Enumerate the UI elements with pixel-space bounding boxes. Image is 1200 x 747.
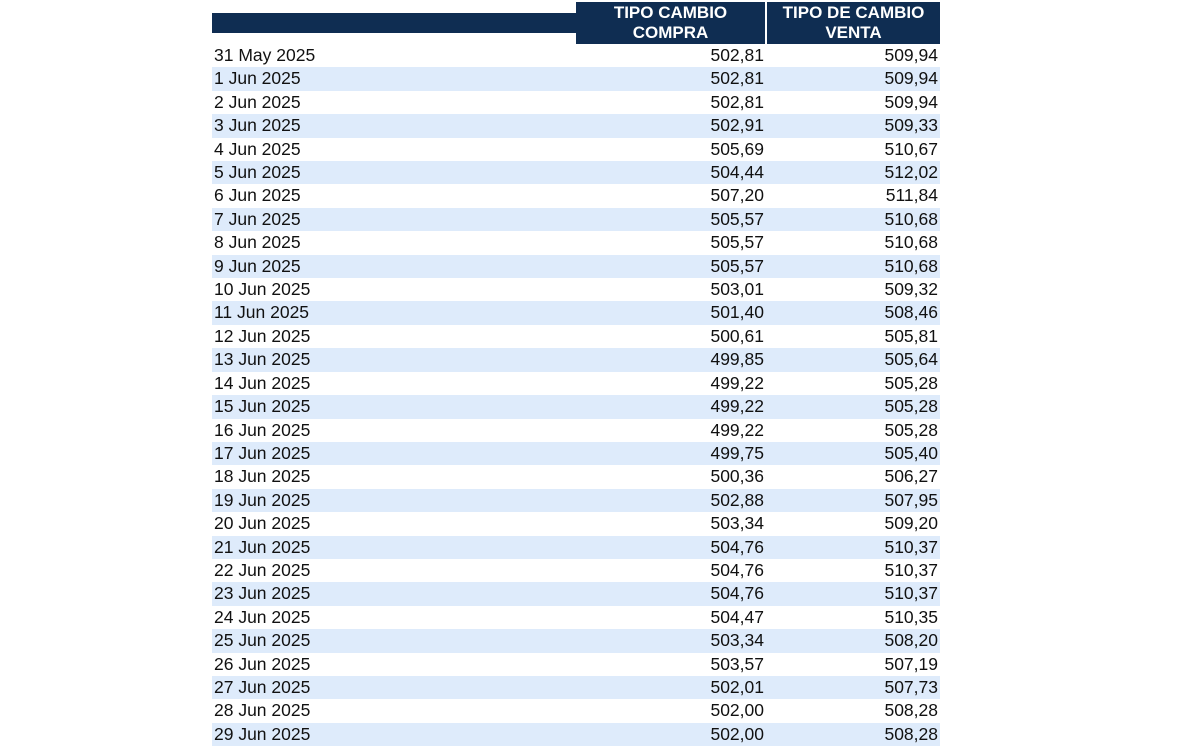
venta-cell: 507,73 xyxy=(766,676,940,699)
compra-cell: 503,57 xyxy=(576,653,766,676)
compra-header-line-2: COMPRA xyxy=(632,23,709,42)
compra-cell: 499,22 xyxy=(576,395,766,418)
compra-cell: 503,01 xyxy=(576,278,766,301)
date-cell: 8 Jun 2025 xyxy=(212,231,576,254)
date-cell: 13 Jun 2025 xyxy=(212,348,576,371)
compra-cell: 502,91 xyxy=(576,114,766,137)
table-row xyxy=(212,325,940,348)
date-cell: 17 Jun 2025 xyxy=(212,442,576,465)
date-cell: 15 Jun 2025 xyxy=(212,395,576,418)
compra-cell: 502,00 xyxy=(576,699,766,722)
date-cell: 21 Jun 2025 xyxy=(212,536,576,559)
date-cell: 27 Jun 2025 xyxy=(212,676,576,699)
table-row xyxy=(212,301,940,324)
venta-cell: 505,28 xyxy=(766,419,940,442)
table-row xyxy=(212,723,940,746)
venta-cell: 505,28 xyxy=(766,395,940,418)
date-cell: 5 Jun 2025 xyxy=(212,161,576,184)
venta-cell: 509,32 xyxy=(766,278,940,301)
date-column-header xyxy=(212,2,576,44)
compra-cell: 505,69 xyxy=(576,138,766,161)
header-bar xyxy=(212,13,576,33)
venta-cell: 512,02 xyxy=(766,161,940,184)
date-cell: 11 Jun 2025 xyxy=(212,301,576,324)
venta-cell: 505,64 xyxy=(766,348,940,371)
venta-cell: 510,37 xyxy=(766,559,940,582)
table-row xyxy=(212,395,940,418)
date-cell: 4 Jun 2025 xyxy=(212,138,576,161)
table-row xyxy=(212,231,940,254)
venta-cell: 509,33 xyxy=(766,114,940,137)
venta-cell: 505,40 xyxy=(766,442,940,465)
table-row xyxy=(212,114,940,137)
compra-cell: 502,00 xyxy=(576,723,766,746)
venta-cell: 505,28 xyxy=(766,372,940,395)
date-cell: 20 Jun 2025 xyxy=(212,512,576,535)
compra-cell: 507,20 xyxy=(576,184,766,207)
compra-cell: 504,76 xyxy=(576,536,766,559)
venta-cell: 510,67 xyxy=(766,138,940,161)
date-cell: 12 Jun 2025 xyxy=(212,325,576,348)
venta-cell: 508,28 xyxy=(766,699,940,722)
compra-cell: 504,44 xyxy=(576,161,766,184)
compra-cell: 504,47 xyxy=(576,606,766,629)
compra-cell: 502,81 xyxy=(576,67,766,90)
date-cell: 18 Jun 2025 xyxy=(212,465,576,488)
table-row xyxy=(212,44,940,67)
compra-cell: 500,36 xyxy=(576,465,766,488)
venta-header-line-1: TIPO DE CAMBIO xyxy=(782,3,925,22)
compra-cell: 503,34 xyxy=(576,512,766,535)
table-row xyxy=(212,442,940,465)
date-cell: 9 Jun 2025 xyxy=(212,255,576,278)
venta-cell: 508,46 xyxy=(766,301,940,324)
compra-cell: 504,76 xyxy=(576,559,766,582)
venta-cell: 509,20 xyxy=(766,512,940,535)
venta-cell: 510,68 xyxy=(766,208,940,231)
header-row xyxy=(212,2,940,44)
compra-cell: 499,85 xyxy=(576,348,766,371)
venta-cell: 509,94 xyxy=(766,44,940,67)
table-row xyxy=(212,348,940,371)
compra-cell: 499,22 xyxy=(576,372,766,395)
compra-cell: 502,81 xyxy=(576,91,766,114)
table-body xyxy=(212,44,940,746)
compra-header-line-1: TIPO CAMBIO xyxy=(613,3,728,22)
date-cell: 14 Jun 2025 xyxy=(212,372,576,395)
compra-cell: 502,81 xyxy=(576,44,766,67)
date-cell: 7 Jun 2025 xyxy=(212,208,576,231)
table-row xyxy=(212,465,940,488)
venta-cell: 507,19 xyxy=(766,653,940,676)
table-row xyxy=(212,184,940,207)
compra-cell: 499,75 xyxy=(576,442,766,465)
date-cell: 24 Jun 2025 xyxy=(212,606,576,629)
exchange-rate-table xyxy=(212,2,940,746)
table-row xyxy=(212,582,940,605)
venta-cell: 510,68 xyxy=(766,231,940,254)
date-cell: 22 Jun 2025 xyxy=(212,559,576,582)
venta-cell: 511,84 xyxy=(766,184,940,207)
date-cell: 1 Jun 2025 xyxy=(212,67,576,90)
date-cell: 16 Jun 2025 xyxy=(212,419,576,442)
compra-cell: 499,22 xyxy=(576,419,766,442)
table-row xyxy=(212,138,940,161)
table-row xyxy=(212,489,940,512)
table-row xyxy=(212,67,940,90)
date-cell: 25 Jun 2025 xyxy=(212,629,576,652)
compra-cell: 502,88 xyxy=(576,489,766,512)
date-cell: 26 Jun 2025 xyxy=(212,653,576,676)
venta-cell: 509,94 xyxy=(766,91,940,114)
table-row xyxy=(212,536,940,559)
exchange-rate-table-container xyxy=(212,2,940,746)
venta-cell: 505,81 xyxy=(766,325,940,348)
table-row xyxy=(212,255,940,278)
table-row xyxy=(212,419,940,442)
date-cell: 6 Jun 2025 xyxy=(212,184,576,207)
compra-cell: 504,76 xyxy=(576,582,766,605)
table-row xyxy=(212,278,940,301)
date-cell: 28 Jun 2025 xyxy=(212,699,576,722)
venta-cell: 510,37 xyxy=(766,582,940,605)
venta-column-header xyxy=(766,2,940,44)
compra-cell: 505,57 xyxy=(576,255,766,278)
date-cell: 31 May 2025 xyxy=(212,44,576,67)
table-row xyxy=(212,512,940,535)
venta-cell: 508,20 xyxy=(766,629,940,652)
compra-cell: 505,57 xyxy=(576,208,766,231)
compra-cell: 503,34 xyxy=(576,629,766,652)
table-row xyxy=(212,629,940,652)
compra-cell: 501,40 xyxy=(576,301,766,324)
date-cell: 3 Jun 2025 xyxy=(212,114,576,137)
compra-cell: 502,01 xyxy=(576,676,766,699)
table-row xyxy=(212,606,940,629)
venta-cell: 510,68 xyxy=(766,255,940,278)
table-row xyxy=(212,699,940,722)
compra-cell: 505,57 xyxy=(576,231,766,254)
date-cell: 19 Jun 2025 xyxy=(212,489,576,512)
compra-column-header xyxy=(576,2,766,44)
venta-cell: 508,28 xyxy=(766,723,940,746)
date-cell: 2 Jun 2025 xyxy=(212,91,576,114)
table-header xyxy=(212,2,940,44)
venta-cell: 510,35 xyxy=(766,606,940,629)
table-row xyxy=(212,372,940,395)
venta-cell: 506,27 xyxy=(766,465,940,488)
venta-cell: 509,94 xyxy=(766,67,940,90)
venta-header-line-2: VENTA xyxy=(825,23,882,42)
compra-cell: 500,61 xyxy=(576,325,766,348)
date-cell: 23 Jun 2025 xyxy=(212,582,576,605)
date-cell: 10 Jun 2025 xyxy=(212,278,576,301)
table-row xyxy=(212,208,940,231)
table-row xyxy=(212,559,940,582)
date-cell: 29 Jun 2025 xyxy=(212,723,576,746)
venta-cell: 510,37 xyxy=(766,536,940,559)
table-row xyxy=(212,161,940,184)
venta-cell: 507,95 xyxy=(766,489,940,512)
table-row xyxy=(212,91,940,114)
table-row xyxy=(212,676,940,699)
table-row xyxy=(212,653,940,676)
